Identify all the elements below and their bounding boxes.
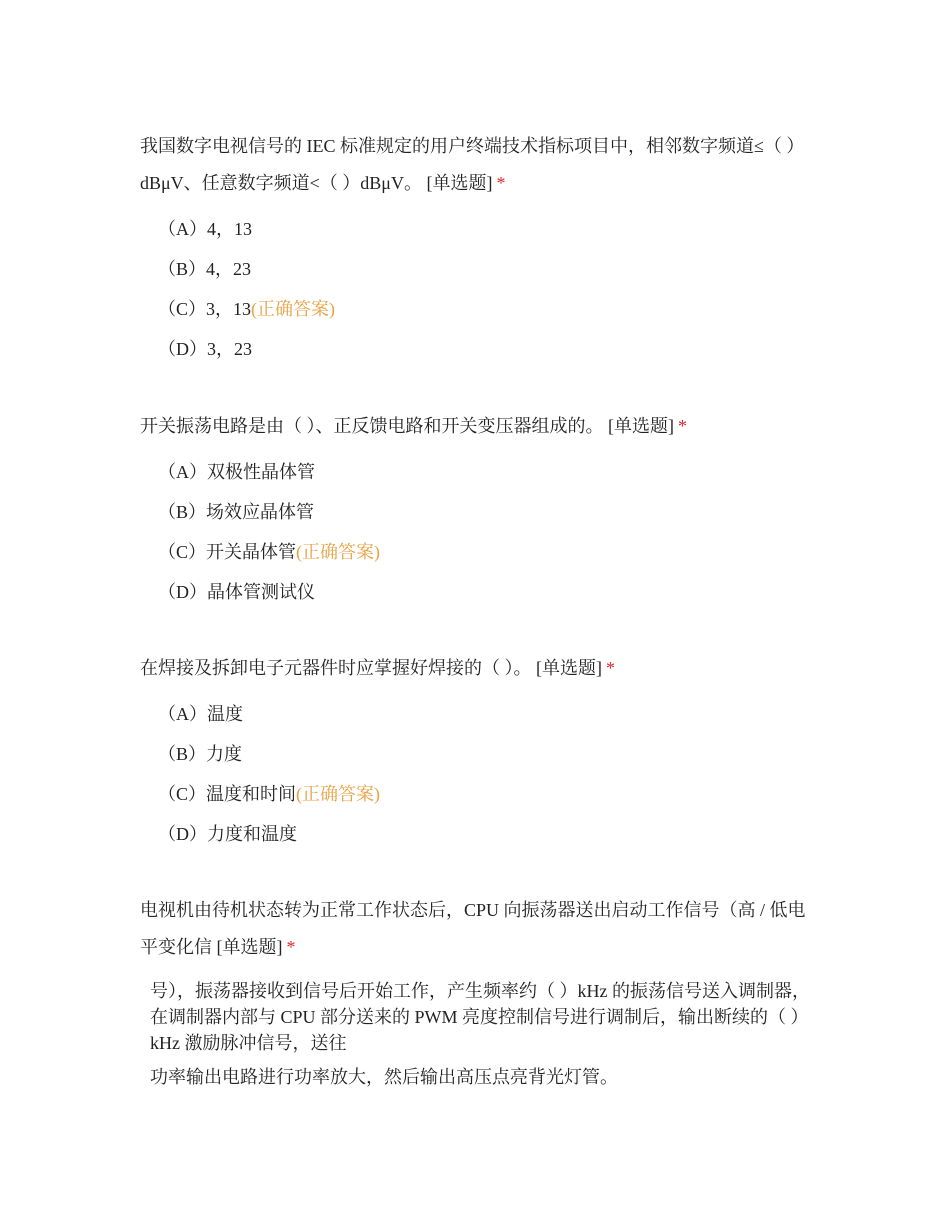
option-a <box>140 209 810 249</box>
question-description <box>140 978 810 1090</box>
question-text: 开关振荡电路是由（ ）、正反馈电路和开关变压器组成的。 <box>140 416 604 436</box>
option-c <box>140 532 810 572</box>
required-mark: * <box>678 416 687 436</box>
option-label: （A）4，13 <box>158 219 252 239</box>
option-d <box>140 814 810 854</box>
question-title <box>140 892 810 966</box>
option-label: （C）开关晶体管 <box>158 542 297 562</box>
question-1 <box>140 128 810 369</box>
question-2 <box>140 408 810 612</box>
option-label: （B）4，23 <box>158 259 252 279</box>
option-label: （D）力度和温度 <box>158 824 297 844</box>
question-title <box>140 650 810 687</box>
option-label: （A）温度 <box>158 704 243 724</box>
description-paragraph: 功率输出电路进行功率放大，然后输出高压点亮背光灯管。 <box>150 1067 618 1087</box>
option-c <box>140 289 810 329</box>
option-b <box>140 734 810 774</box>
option-label: （D）晶体管测试仪 <box>158 582 315 602</box>
description-paragraph: 号），振荡器接收到信号后开始工作，产生频率约（ ）kHz 的振荡信号送入调制器，在调制器内部与 CPU 部分送来的 PWM 亮度控制信号进行调制后，输出断续的（ ）kHz 激励脉冲信号，送往 <box>150 981 810 1053</box>
option-a <box>140 694 810 734</box>
question-title <box>140 128 810 202</box>
required-mark: * <box>496 173 506 193</box>
question-type-label: [单选题] <box>216 937 283 957</box>
correct-answer-note: (正确答案) <box>296 542 381 562</box>
question-type-label: [单选题] <box>608 416 674 436</box>
option-b <box>140 492 810 532</box>
question-type-label: [单选题] <box>426 173 493 193</box>
question-title <box>140 408 810 445</box>
question-3 <box>140 650 810 854</box>
option-a <box>140 452 810 492</box>
option-list <box>140 452 810 612</box>
option-c <box>140 774 810 814</box>
question-text: 在焊接及拆卸电子元器件时应掌握好焊接的（ ）。 <box>140 658 532 678</box>
question-type-label: [单选题] <box>536 658 602 678</box>
option-label: （D）3，23 <box>158 339 252 359</box>
option-b <box>140 249 810 289</box>
question-text: 我国数字电视信号的 IEC 标准规定的用户终端技术指标项目中，相邻数字频道≤（ ）dBμV、任意数字频道<（ ）dBμV。 <box>140 136 805 193</box>
question-4 <box>140 892 810 1090</box>
option-list <box>140 209 810 369</box>
option-label: （C）3，13 <box>158 299 252 319</box>
option-label: （B）场效应晶体管 <box>158 502 315 522</box>
required-mark: * <box>286 937 296 957</box>
option-d <box>140 329 810 369</box>
option-label: （A）双极性晶体管 <box>158 462 315 482</box>
required-mark: * <box>606 658 615 678</box>
correct-answer-note: (正确答案) <box>296 784 381 804</box>
option-label: （C）温度和时间 <box>158 784 297 804</box>
option-list <box>140 694 810 854</box>
option-label: （B）力度 <box>158 744 243 764</box>
correct-answer-note: (正确答案) <box>251 299 336 319</box>
question-text: 电视机由待机状态转为正常工作状态后，CPU 向振荡器送出启动工作信号（高 / 低电平变化信 <box>140 900 806 957</box>
option-d <box>140 572 810 612</box>
